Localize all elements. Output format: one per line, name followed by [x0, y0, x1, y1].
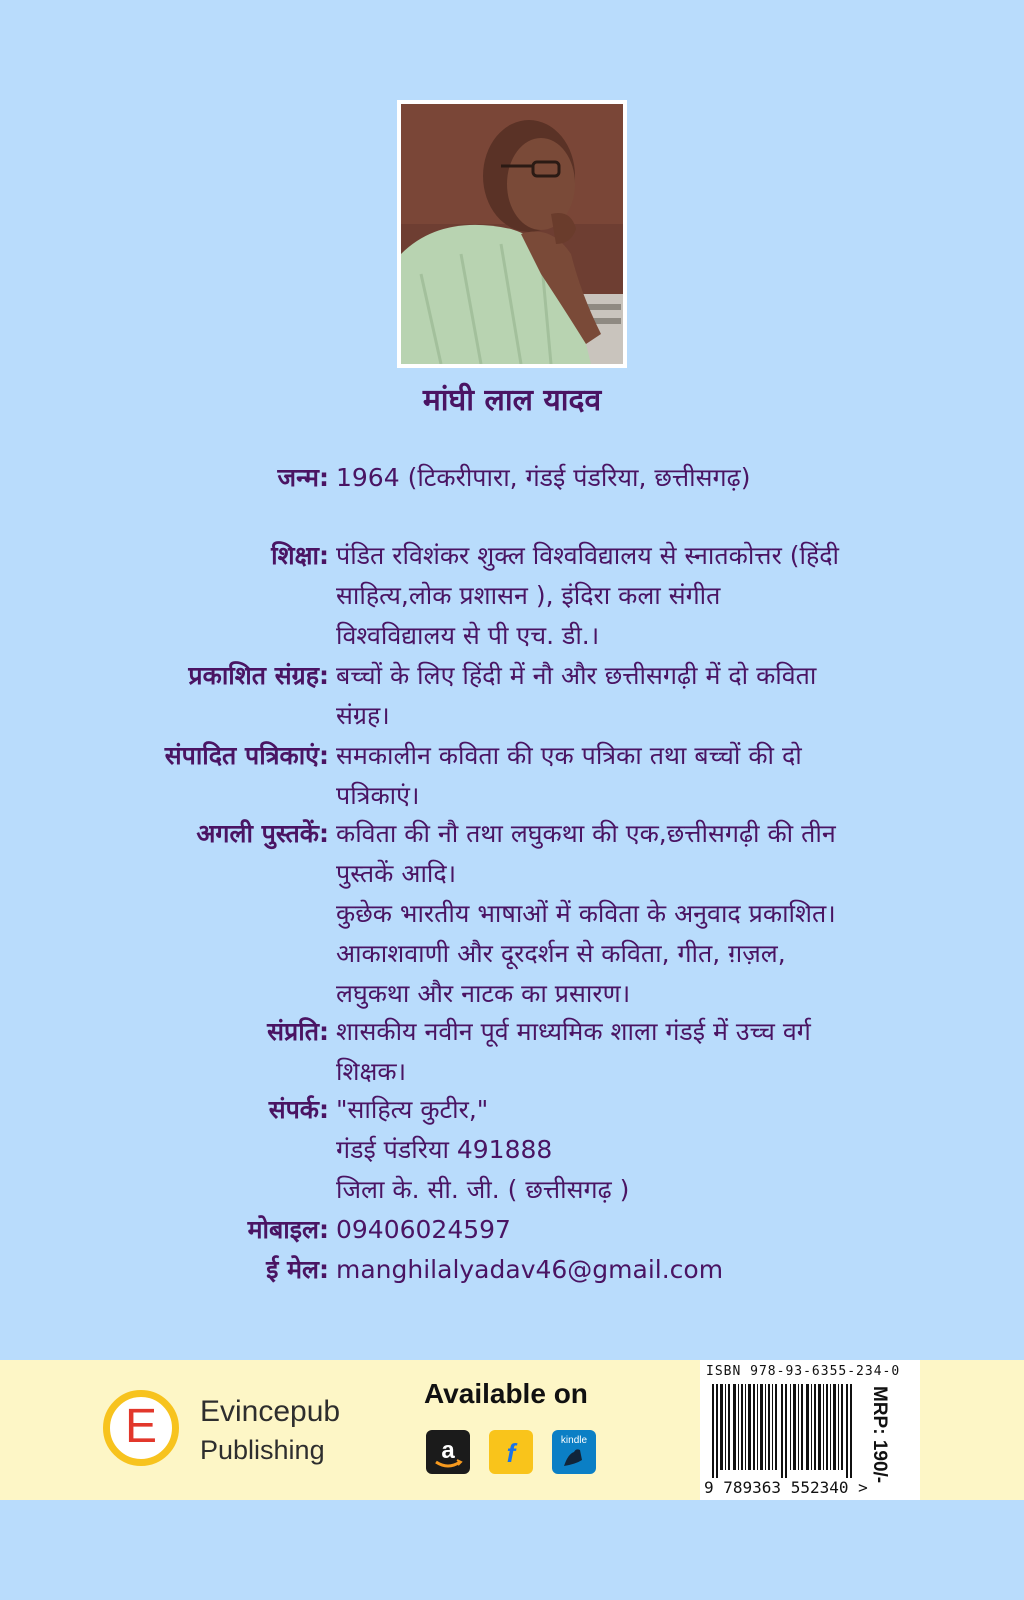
bio-value — [336, 458, 906, 498]
bio-line: 09406024597 — [336, 1215, 511, 1244]
bio-line: शिक्षक। — [336, 1057, 407, 1086]
svg-text:a: a — [441, 1437, 455, 1464]
bio-line: शासकीय नवीन पूर्व माध्यमिक शाला गंडई में उच्च वर्ग — [336, 1017, 811, 1046]
isbn-digits: 9 789363 552340 > — [704, 1478, 868, 1497]
publisher-name: Evincepub — [200, 1395, 341, 1428]
bio-value — [336, 1210, 906, 1250]
bio-value — [336, 736, 906, 816]
bio-label: संप्रति: — [267, 1017, 329, 1046]
email-link[interactable]: manghilalyadav46@gmail.com — [336, 1255, 724, 1284]
bio-value — [336, 536, 906, 656]
bio-label: प्रकाशित संग्रह: — [188, 661, 329, 690]
bio-line: आकाशवाणी और दूरदर्शन से कविता, गीत, ग़ज़ल, — [336, 939, 786, 968]
bio-value — [336, 1250, 906, 1290]
bio-line: विश्वविद्यालय से पी एच. डी.। — [336, 621, 600, 650]
amazon-icon[interactable] — [426, 1430, 470, 1474]
publisher-logo-icon — [103, 1390, 179, 1466]
bio-line: जिला के. सी. जी. ( छत्तीसगढ़ ) — [336, 1175, 630, 1204]
publisher-name-sub: Publishing — [200, 1435, 325, 1465]
bio-line: "साहित्य कुटीर," — [336, 1095, 489, 1124]
bio-value — [336, 814, 906, 1014]
bio-label: संपर्क: — [268, 1095, 329, 1124]
flipkart-icon[interactable] — [489, 1430, 533, 1474]
bio-label: संपादित पत्रिकाएं: — [164, 741, 329, 770]
isbn-label: ISBN 978-93-6355-234-0 — [706, 1364, 901, 1379]
bio-line: पुस्तकें आदि। — [336, 859, 457, 888]
mrp-label-box — [868, 1386, 898, 1486]
bio-value — [336, 1012, 906, 1092]
bio-label: ई मेल: — [266, 1255, 329, 1284]
bio-label: शिक्षा: — [271, 541, 329, 570]
bio-line: साहित्य,लोक प्रशासन ), इंदिरा कला संगीत — [336, 581, 721, 610]
kindle-icon[interactable] — [552, 1430, 596, 1474]
publisher-logo-letter: E — [124, 1400, 157, 1453]
bio-line: 1964 (टिकरीपारा, गंडई पंडरिया, छत्तीसगढ़) — [336, 463, 751, 492]
bio-value — [336, 1090, 906, 1210]
available-on-title: Available on — [424, 1378, 588, 1409]
svg-text:kindle: kindle — [560, 1435, 588, 1446]
bio-line: समकालीन कविता की एक पत्रिका तथा बच्चों की दो — [336, 741, 802, 770]
bio-line: बच्चों के लिए हिंदी में नौ और छत्तीसगढ़ी में दो कविता — [336, 661, 817, 690]
bio-line: कविता की नौ तथा लघुकथा की एक,छत्तीसगढ़ी की तीन — [336, 819, 836, 848]
bio-label: अगली पुस्तकें: — [196, 819, 329, 848]
author-name: मांघी लाल यादव — [422, 383, 602, 418]
barcode-icon — [712, 1384, 862, 1478]
bio-line: संग्रह। — [336, 701, 390, 730]
bio-line: लघुकथा और नाटक का प्रसारण। — [336, 979, 631, 1008]
bio-label: जन्म: — [277, 463, 329, 492]
mrp-label: MRP: 190/- — [869, 1386, 890, 1484]
svg-text:f: f — [506, 1438, 516, 1468]
bio-line: कुछेक भारतीय भाषाओं में कविता के अनुवाद प्रकाशित। — [336, 899, 836, 928]
bio-line: पत्रिकाएं। — [336, 781, 420, 810]
bio-label: मोबाइल: — [247, 1215, 329, 1244]
bio-line: गंडई पंडरिया 491888 — [336, 1135, 553, 1164]
bio-line: पंडित रविशंकर शुक्ल विश्वविद्यालय से स्नातकोत्तर (हिंदी — [336, 541, 840, 570]
bio-value — [336, 656, 906, 736]
